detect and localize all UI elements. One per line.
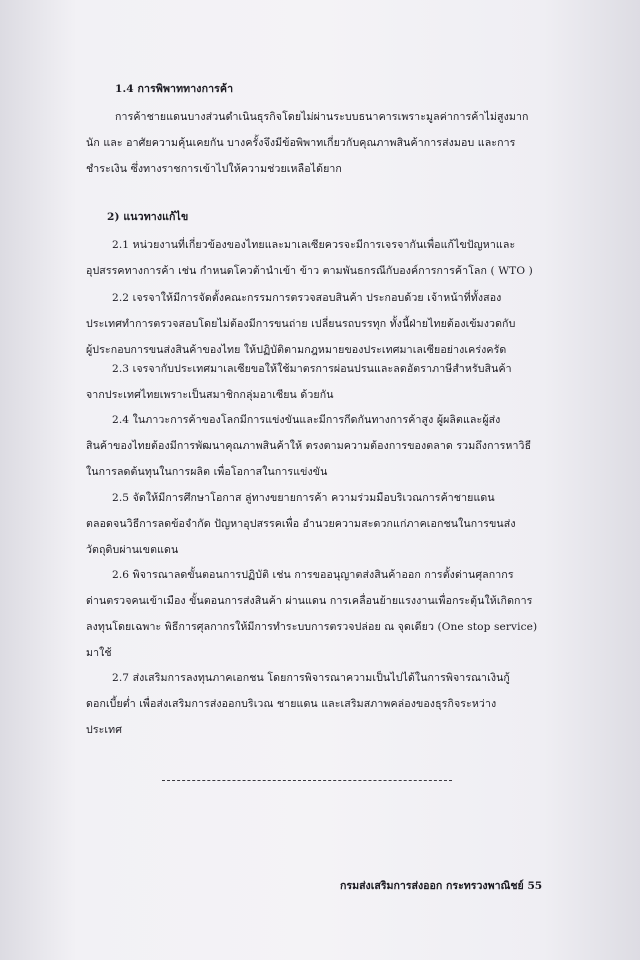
paragraph-line: วัตถุดิบผ่านเขตแดน [86,544,179,556]
section-divider [162,780,452,781]
paragraph-line: จากประเทศไทยเพราะเป็นสมาชิกกลุ่มอาเซียน ด้วยกัน [86,389,334,401]
paragraph-line: 2.7 ส่งเสริมการลงทุนภาคเอกชน โดยการพิจารณาความเป็นไปได้ในการพิจารณาเงินกู้ [112,672,510,684]
paragraph-line: อุปสรรคทางการค้า เช่น กำหนดโควต้านำเข้า ข้าว ตามพันธกรณีกับองค์การการค้าโลก ( WTO ) [86,265,533,277]
intro-line: นัก และ อาศัยความคุ้นเคยกัน บางครั้งจึงมีข้อพิพาทเกี่ยวกับคุณภาพสินค้าการส่งมอบ และการ [86,137,516,149]
paragraph-line: 2.5 จัดให้มีการศึกษาโอกาส ลู่ทางขยายการค้า ความร่วมมือบริเวณการค้าชายแดน [112,492,495,504]
intro-line: การค้าชายแดนบางส่วนดำเนินธุรกิจโดยไม่ผ่านระบบธนาคารเพราะมูลค่าการค้าไม่สูงมาก [115,111,529,123]
paragraph-line: ตลอดจนวิธีการลดข้อจำกัด ปัญหาอุปสรรคเพื่อ อำนวยความสะดวกแก่ภาคเอกชนในการขนส่ง [86,518,516,530]
paragraph-line: 2.2 เจรจาให้มีการจัดตั้งคณะกรรมการตรวจสอบสินค้า ประกอบด้วย เจ้าหน้าที่ทั้งสอง [112,292,502,304]
paragraph-line: 2.1 หน่วยงานที่เกี่ยวข้องของไทยและมาเลเซียควรจะมีการเจรจากันเพื่อแก้ไขปัญหาและ [112,239,516,251]
paragraph-line: ลงทุนโดยเฉพาะ พิธีการศุลกากรให้มีการทำระบบการตรวจปล่อย ณ จุดเดียว (One stop service) [86,621,538,633]
paragraph-line: ดอกเบี้ยต่ำ เพื่อส่งเสริมการส่งออกบริเวณ ชายแดน และเสริมสภาพคล่องของธุรกิจระหว่าง [86,698,497,710]
paragraph-line: 2.6 พิจารณาลดขั้นตอนการปฏิบัติ เช่น การขออนุญาตส่งสินค้าออก การตั้งด่านศุลกากร [112,569,514,581]
paragraph-line: 2.4 ในภาวะการค้าของโลกมีการแข่งขันและมีการกีดกันทางการค้าสูง ผู้ผลิตและผู้ส่ง [112,414,501,426]
paragraph-line: สินค้าของไทยต้องมีการพัฒนาคุณภาพสินค้าให้ ตรงตามความต้องการของตลาด รวมถึงการหาวิธี [86,440,532,452]
page-footer: กรมส่งเสริมการส่งออก กระทรวงพาณิชย์ 55 [340,880,543,892]
solutions-subheading: 2) แนวทางแก้ไข [107,211,189,223]
paragraph-line: ในการลดต้นทุนในการผลิต เพื่อโอกาสในการแข่งขัน [86,466,328,478]
paragraph-line: มาใช้ [86,647,112,659]
section-heading: 1.4 การพิพาททางการค้า [115,83,234,95]
paragraph-line: ด่านตรวจคนเข้าเมือง ขั้นตอนการส่งสินค้า ผ่านแดน การเคลื่อนย้ายแรงงานเพื่อกระตุ้นให้เกิดการ [86,595,533,607]
paragraph-line: 2.3 เจรจากับประเทศมาเลเซียขอให้ใช้มาตรการผ่อนปรนและลดอัตราภาษีสำหรับสินค้า [112,363,512,375]
paragraph-line: ประเทศ [86,724,123,736]
paragraph-line: ผู้ประกอบการขนส่งสินค้าของไทย ให้ปฏิบัติตามกฎหมายของประเทศมาเลเซียอย่างเคร่งครัด [86,344,507,356]
intro-line: ชำระเงิน ซึ่งทางราชการเข้าไปให้ความช่วยเหลือได้ยาก [86,163,342,175]
paragraph-line: ประเทศทำการตรวจสอบโดยไม่ต้องมีการขนถ่าย เปลี่ยนรถบรรทุก ทั้งนี้ฝ่ายไทยต้องเข้มงวดกับ [86,318,516,330]
